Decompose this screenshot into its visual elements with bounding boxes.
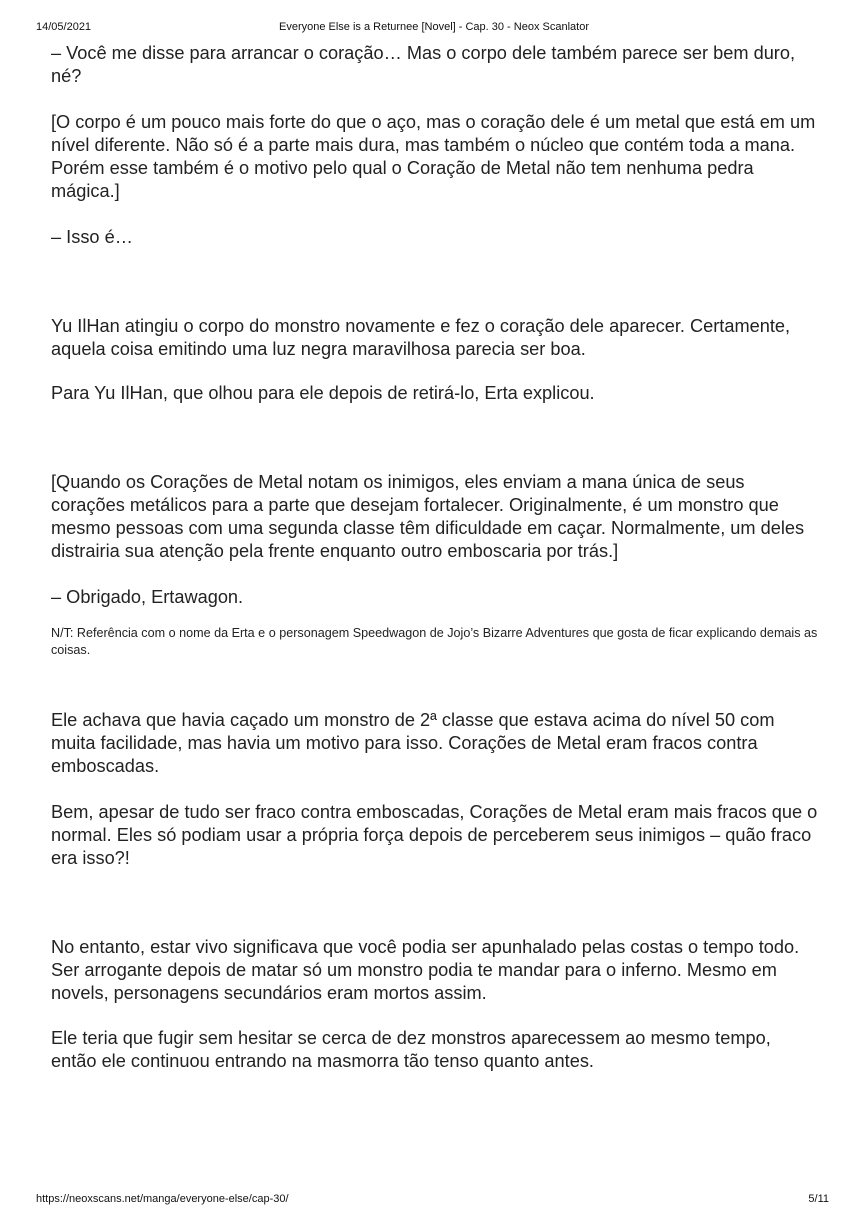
translator-note: N/T: Referência com o nome da Erta e o personagem Speedwagon de Jojo’s Bizarre Adventures que gosta de ficar explicando demais as coisas.: [51, 626, 818, 657]
paragraph-4: Yu IlHan atingiu o corpo do monstro novamente e fez o coração dele aparecer. Certamente, aquela coisa emitindo uma luz negra maravilhosa parecia ser boa.: [51, 316, 791, 359]
chapter-content: [51, 42, 821, 1073]
paragraph-10: No entanto, estar vivo significava que você podia ser apunhalado pelas costas o tempo todo. Ser arrogante depois de matar só um monstro podia te mandar para o inferno. Mesmo em novels, personagens secundários eram mortos assim.: [51, 937, 800, 1003]
paragraph-1: – Você me disse para arrancar o coração… Mas o corpo dele também parece ser bem duro, né?: [51, 43, 796, 86]
paragraph-8: Ele achava que havia caçado um monstro de 2ª classe que estava acima do nível 50 com muita facilidade, mas havia um motivo para isso. Corações de Metal eram fracos contra emboscadas.: [51, 710, 775, 776]
paragraph-3: – Isso é…: [51, 227, 133, 247]
paragraph-5: Para Yu IlHan, que olhou para ele depois de retirá-lo, Erta explicou.: [51, 383, 595, 403]
print-date: 14/05/2021: [36, 21, 92, 33]
paragraph-7: – Obrigado, Ertawagon.: [51, 587, 244, 607]
page-url: https://neoxscans.net/manga/everyone-else/cap-30/: [36, 1193, 289, 1205]
paragraph-9: Bem, apesar de tudo ser fraco contra emboscadas, Corações de Metal eram mais fracos que o normal. Eles só podiam usar a própria força depois de perceberem seus inimigos – quão fraco era isso?!: [51, 802, 818, 868]
paragraph-2: [O corpo é um pouco mais forte do que o aço, mas o coração dele é um metal que está em um nível diferente. Não só é a parte mais dura, mas também o núcleo que contém toda a mana. Porém esse também é o motivo pelo qual o Coração de Metal não tem nenhuma pedra mágica.]: [51, 112, 816, 201]
page-number: 5/11: [808, 1193, 829, 1205]
paragraph-11: Ele teria que fugir sem hesitar se cerca de dez monstros aparecessem ao mesmo tempo, então ele continuou entrando na masmorra tão tenso quanto antes.: [51, 1028, 771, 1071]
paragraph-6: [Quando os Corações de Metal notam os inimigos, eles enviam a mana única de seus corações metálicos para a parte que desejam fortalecer. Originalmente, é um monstro que mesmo pessoas com uma segunda classe têm dificuldade em caçar. Normalmente, um deles distrairia sua atenção pela frente enquanto outro emboscaria por trás.]: [51, 472, 805, 561]
page-title: Everyone Else is a Returnee [Novel] - Cap. 30 - Neox Scanlator: [279, 21, 589, 33]
